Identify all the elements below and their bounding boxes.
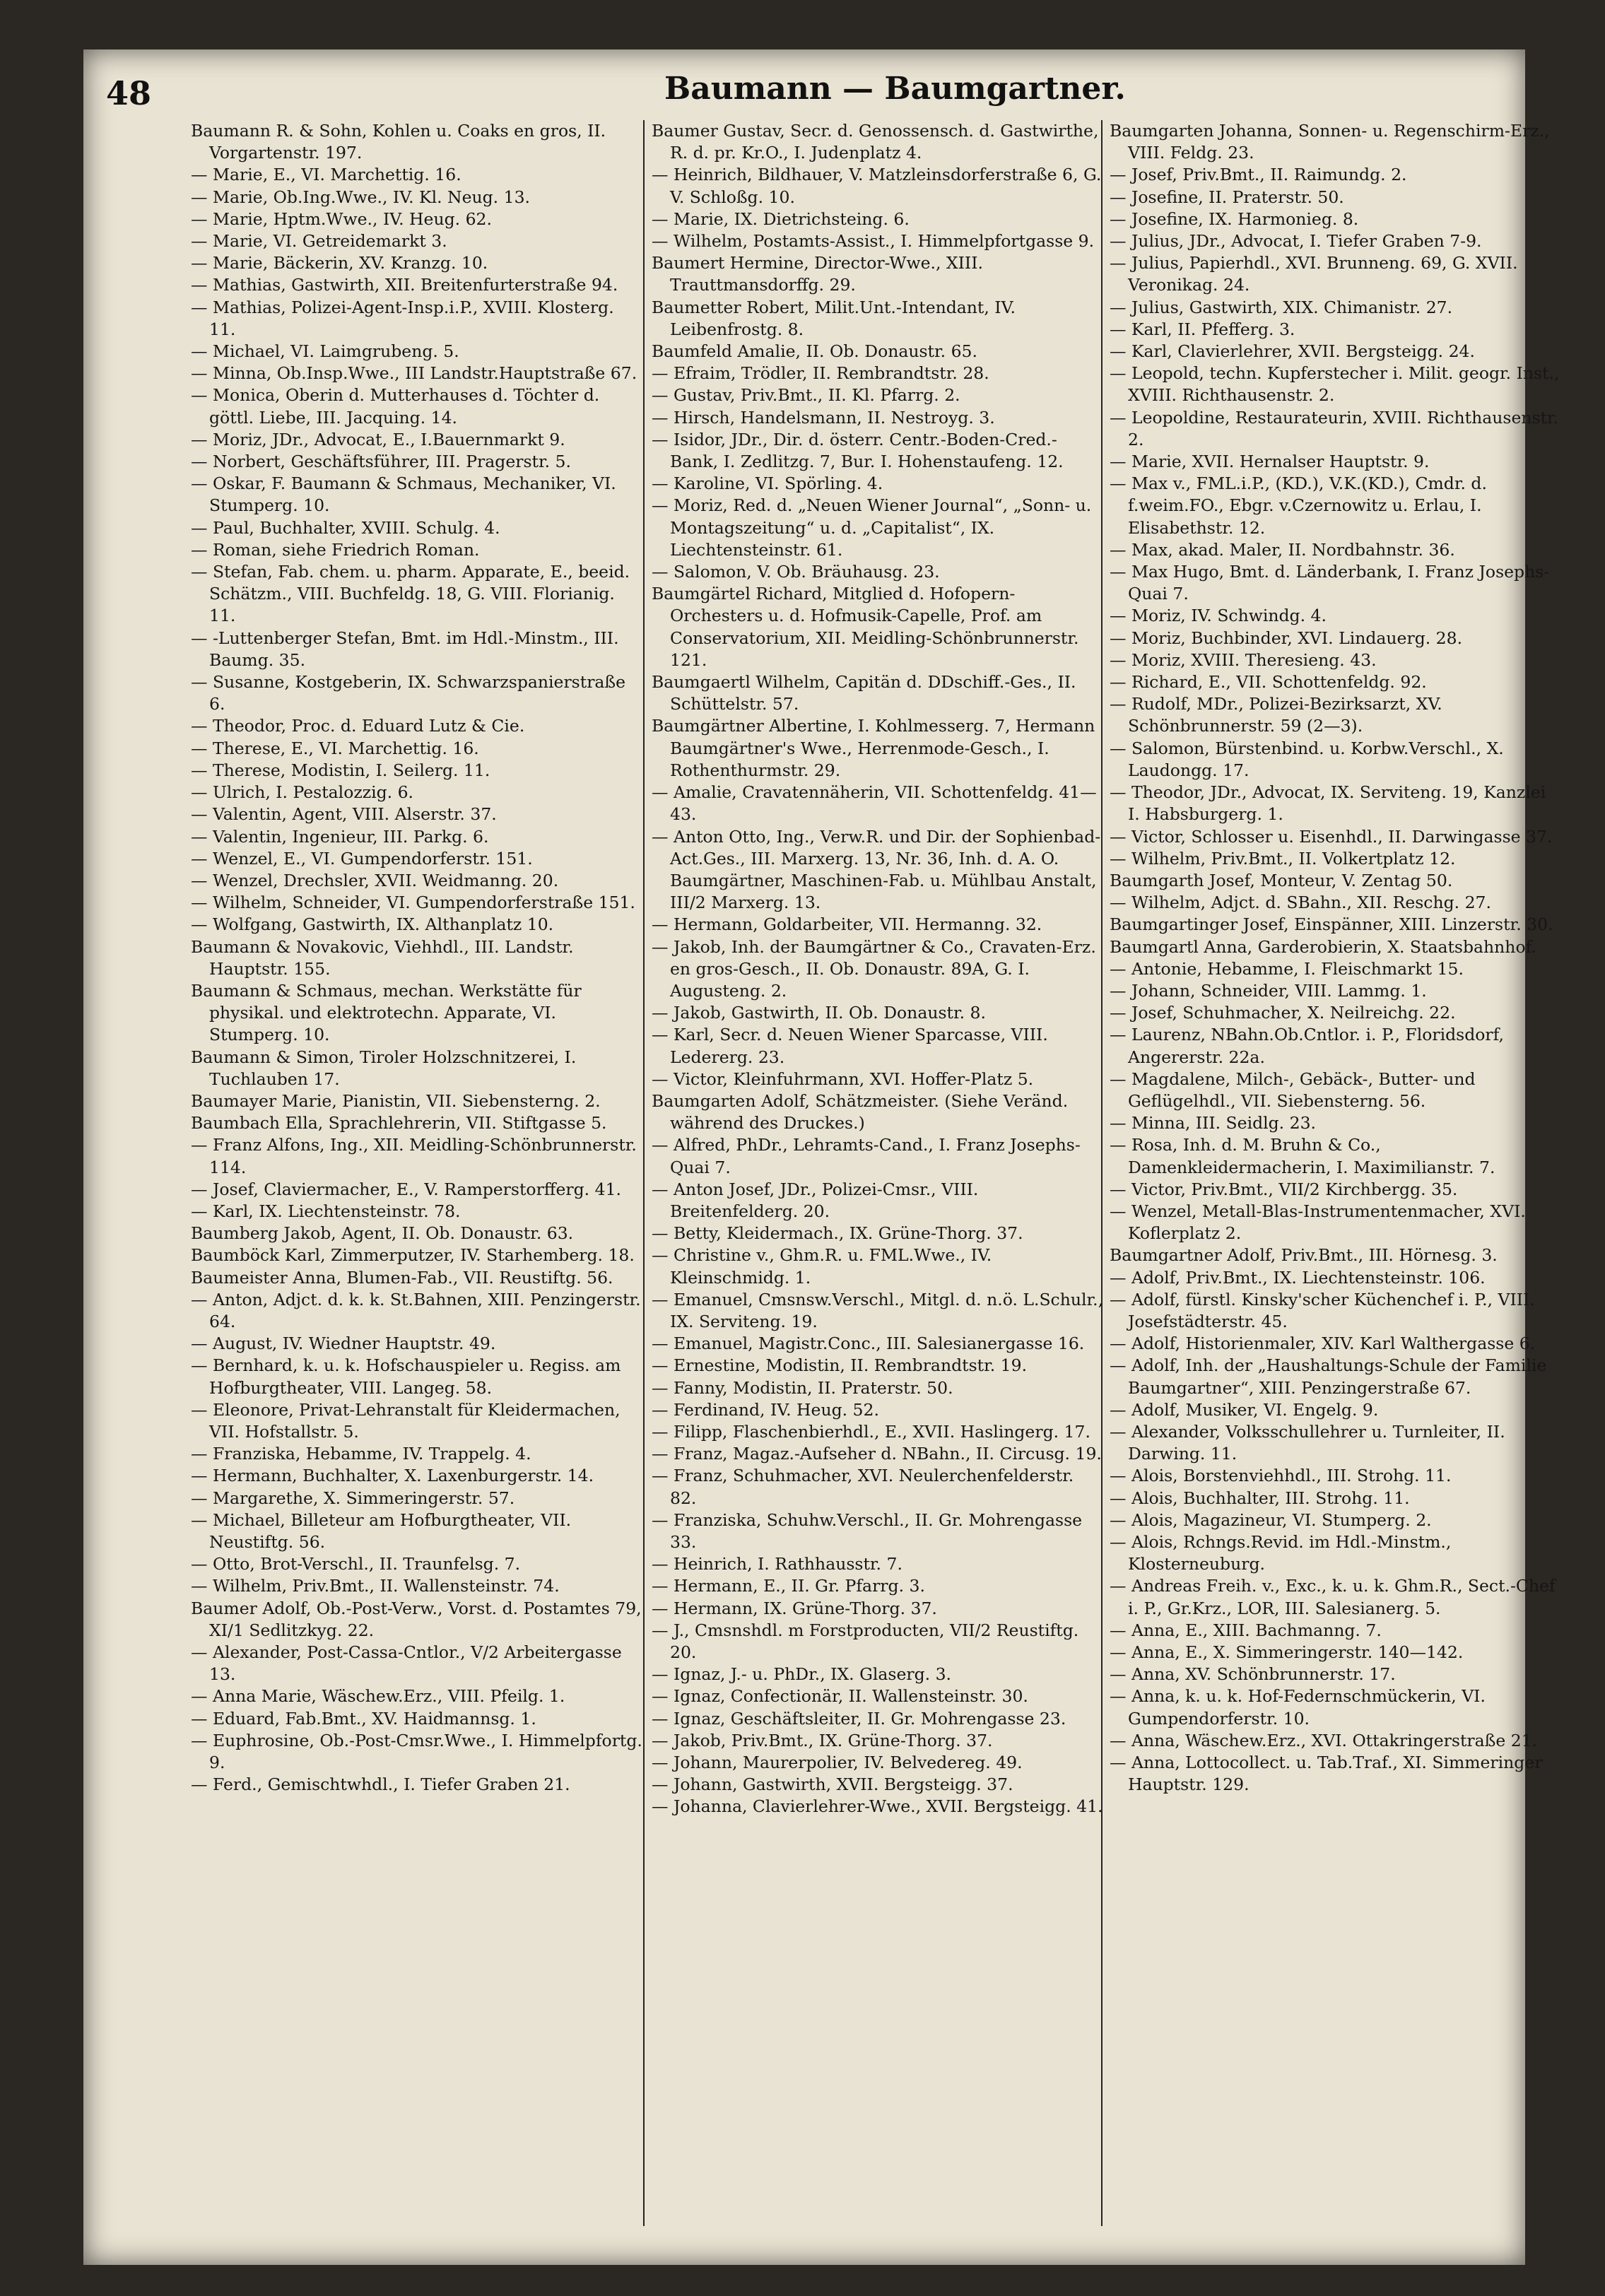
directory-entry: — Moriz, IV. Schwindg. 4. bbox=[1110, 606, 1327, 626]
directory-entry: — Alois, Magazineur, VI. Stumperg. 2. bbox=[1110, 1509, 1432, 1530]
directory-entry: — Alois, Rchngs.Revid. im Hdl.-Minstm., Klosterneuburg. bbox=[1110, 1532, 1452, 1574]
directory-entry: — Wenzel, Drechsler, XVII. Weidmanng. 20. bbox=[191, 870, 559, 890]
directory-entry: — Wolfgang, Gastwirth, IX. Althanplatz 10. bbox=[191, 914, 554, 935]
directory-entry: — Paul, Buchhalter, XVIII. Schulg. 4. bbox=[191, 517, 500, 538]
directory-entry: — Roman, siehe Friedrich Roman. bbox=[191, 539, 480, 560]
directory-entry: — Alfred, PhDr., Lehramts-Cand., I. Franz Josephs-Quai 7. bbox=[652, 1135, 1081, 1177]
directory-entry: — Minna, III. Seidlg. 23. bbox=[1110, 1113, 1316, 1134]
directory-entry: — Moriz, XVIII. Theresieng. 43. bbox=[1110, 649, 1377, 670]
directory-entry: — Gustav, Priv.Bmt., II. Kl. Pfarrg. 2. bbox=[652, 385, 960, 406]
directory-entry: Baumann & Novakovic, Viehhdl., III. Landstr. Hauptstr. 155. bbox=[191, 936, 574, 979]
directory-entry: — Alois, Buchhalter, III. Strohg. 11. bbox=[1110, 1488, 1410, 1508]
directory-entry: — Theodor, Proc. d. Eduard Lutz & Cie. bbox=[191, 716, 525, 736]
directory-entry: — Rosa, Inh. d. M. Bruhn & Co., Damenkleidermacherin, I. Maximilianstr. 7. bbox=[1110, 1135, 1495, 1177]
directory-entry: — Otto, Brot-Verschl., II. Traunfelsg. 7. bbox=[191, 1554, 521, 1574]
directory-entry: — Adolf, Musiker, VI. Engelg. 9. bbox=[1110, 1399, 1379, 1420]
directory-entry: — Rudolf, MDr., Polizei-Bezirksarzt, XV. Schönbrunnerstr. 59 (2—3). bbox=[1110, 694, 1442, 736]
directory-entry: — Julius, Gastwirth, XIX. Chimanistr. 27. bbox=[1110, 297, 1453, 317]
column-left bbox=[191, 120, 643, 2254]
directory-entry: — Victor, Kleinfuhrmann, XVI. Hoffer-Platz 5. bbox=[652, 1068, 1034, 1089]
directory-entry: Baumayer Marie, Pianistin, VII. Siebensterng. 2. bbox=[191, 1090, 601, 1111]
directory-entry: — Wilhelm, Priv.Bmt., II. Wallensteinstr. 74. bbox=[191, 1576, 560, 1596]
directory-entry: — Franz, Magaz.-Aufseher d. NBahn., II. Circusg. 19. bbox=[652, 1444, 1102, 1464]
directory-entry: — Johann, Schneider, VIII. Lammg. 1. bbox=[1110, 980, 1427, 1001]
directory-entry: — Christine v., Ghm.R. u. FML.Wwe., IV. Kleinschmidg. 1. bbox=[652, 1245, 992, 1288]
directory-entry: — Josefine, IX. Harmonieg. 8. bbox=[1110, 208, 1359, 229]
column-right bbox=[1110, 120, 1562, 2254]
directory-entry: — Adolf, Inh. der „Haushaltungs-Schule der Familie Baumgartner“, XIII. Penzingerstraße 67. bbox=[1110, 1355, 1547, 1398]
directory-entry: — Wilhelm, Adjct. d. SBahn., XII. Reschg. 27. bbox=[1110, 893, 1491, 913]
directory-entry: — Josef, Priv.Bmt., II. Raimundg. 2. bbox=[1110, 165, 1407, 185]
directory-entry: — Hermann, IX. Grüne-Thorg. 37. bbox=[652, 1598, 937, 1618]
directory-entry: Baumbach Ella, Sprachlehrerin, VII. Stiftgasse 5. bbox=[191, 1113, 607, 1134]
directory-entry: — Alexander, Post-Cassa-Cntlor., V/2 Arbeitergasse 13. bbox=[191, 1642, 622, 1685]
directory-entry: — Anton, Adjct. d. k. k. St.Bahnen, XIII. Penzingerstr. 64. bbox=[191, 1289, 641, 1331]
directory-entry: — Ignaz, J.- u. PhDr., IX. Glaserg. 3. bbox=[652, 1664, 952, 1685]
directory-entry: — -Luttenberger Stefan, Bmt. im Hdl.-Minstm., III. Baumg. 35. bbox=[191, 628, 619, 670]
directory-entry: — Josef, Schuhmacher, X. Neilreichg. 22. bbox=[1110, 1003, 1456, 1023]
directory-entry: — Karl, Secr. d. Neuen Wiener Sparcasse, VIII. Ledererg. 23. bbox=[652, 1025, 1048, 1067]
directory-entry: — Josef, Claviermacher, E., V. Ramperstorfferg. 41. bbox=[191, 1179, 621, 1199]
page-number: 48 bbox=[106, 74, 152, 112]
directory-entry: — J., Cmsnshdl. m Forstproducten, VII/2 Reustiftg. 20. bbox=[652, 1620, 1079, 1663]
directory-entry: — Anna, E., XIII. Bachmanng. 7. bbox=[1110, 1620, 1382, 1640]
directory-entry: — Julius, Papierhdl., XVI. Brunneng. 69, G. XVII. Veronikag. 24. bbox=[1110, 253, 1518, 295]
directory-entry: — Anton Josef, JDr., Polizei-Cmsr., VIII. Breitenfelderg. 20. bbox=[652, 1179, 979, 1221]
directory-entry: — Adolf, Historienmaler, XIV. Karl Walthergasse 6. bbox=[1110, 1334, 1536, 1354]
directory-entry: — Ignaz, Confectionär, II. Wallensteinstr. 30. bbox=[652, 1686, 1028, 1707]
directory-entry: — Isidor, JDr., Dir. d. österr. Centr.-Boden-Cred.-Bank, I. Zedlitzg. 7, Bur. I. Hohenstaufeng. 12. bbox=[652, 429, 1064, 472]
column-divider bbox=[643, 120, 645, 2226]
directory-entry: — Heinrich, Bildhauer, V. Matzleinsdorferstraße 6, G. V. Schloßg. 10. bbox=[652, 165, 1102, 207]
directory-entry: — Jakob, Inh. der Baumgärtner & Co., Cravaten-Erz. en gros-Gesch., II. Ob. Donaustr. 89A, G. I. Augusteng. 2. bbox=[652, 936, 1096, 1001]
directory-entry: — Ernestine, Modistin, II. Rembrandtstr. 19. bbox=[652, 1355, 1028, 1376]
directory-entry: — Amalie, Cravatennäherin, VII. Schottenfeldg. 41—43. bbox=[652, 782, 1097, 825]
directory-entry: Baumböck Karl, Zimmerputzer, IV. Starhemberg. 18. bbox=[191, 1245, 635, 1266]
directory-entry: — August, IV. Wiedner Hauptstr. 49. bbox=[191, 1334, 496, 1354]
directory-entry: — Victor, Priv.Bmt., VII/2 Kirchbergg. 35. bbox=[1110, 1179, 1458, 1199]
directory-entry: — Mathias, Gastwirth, XII. Breitenfurterstraße 94. bbox=[191, 275, 618, 295]
directory-entry: — Valentin, Agent, VIII. Alserstr. 37. bbox=[191, 804, 497, 825]
directory-entry: — Josefine, II. Praterstr. 50. bbox=[1110, 187, 1344, 207]
directory-entry: Baumfeld Amalie, II. Ob. Donaustr. 65. bbox=[652, 341, 977, 362]
directory-entry: — Marie, Bäckerin, XV. Kranzg. 10. bbox=[191, 253, 488, 273]
directory-entry: — Magdalene, Milch-, Gebäck-, Butter- und Geflügelhdl., VII. Siebensterng. 56. bbox=[1110, 1068, 1476, 1111]
directory-entry: — Eduard, Fab.Bmt., XV. Haidmannsg. 1. bbox=[191, 1708, 536, 1729]
directory-entry: — Efraim, Trödler, II. Rembrandtstr. 28. bbox=[652, 363, 989, 384]
directory-entry: — Leopoldine, Restaurateurin, XVIII. Richthausenstr. 2. bbox=[1110, 407, 1559, 449]
directory-entry: Baumert Hermine, Director-Wwe., XIII. Trauttmansdorffg. 29. bbox=[652, 253, 983, 295]
directory-entry: — Heinrich, I. Rathhausstr. 7. bbox=[652, 1554, 903, 1574]
directory-entry: — Filipp, Flaschenbierhdl., E., XVII. Haslingerg. 17. bbox=[652, 1421, 1090, 1442]
directory-entry: — Ferdinand, IV. Heug. 52. bbox=[652, 1399, 879, 1420]
directory-entry: — Hermann, Buchhalter, X. Laxenburgerstr. 14. bbox=[191, 1466, 594, 1486]
directory-entry: — Marie, Ob.Ing.Wwe., IV. Kl. Neug. 13. bbox=[191, 187, 530, 207]
directory-entry: — Ulrich, I. Pestalozzig. 6. bbox=[191, 782, 414, 803]
directory-entry: — Ferd., Gemischtwhdl., I. Tiefer Graben 21. bbox=[191, 1774, 570, 1795]
directory-entry: — Moriz, JDr., Advocat, E., I.Bauernmarkt 9. bbox=[191, 429, 565, 449]
directory-entry: — Euphrosine, Ob.-Post-Cmsr.Wwe., I. Himmelpfortg. 9. bbox=[191, 1730, 642, 1773]
directory-entry: — Fanny, Modistin, II. Praterstr. 50. bbox=[652, 1377, 953, 1398]
directory-entry: — Anna, XV. Schönbrunnerstr. 17. bbox=[1110, 1664, 1396, 1685]
directory-entry: — Franziska, Hebamme, IV. Trappelg. 4. bbox=[191, 1444, 531, 1464]
directory-entry: — Salomon, V. Ob. Bräuhausg. 23. bbox=[652, 562, 940, 582]
directory-entry: Baumeister Anna, Blumen-Fab., VII. Reustiftg. 56. bbox=[191, 1267, 613, 1288]
directory-entry: — Anna, E., X. Simmeringerstr. 140—142. bbox=[1110, 1642, 1464, 1663]
directory-entry: — Anna, Wäschew.Erz., XVI. Ottakringerstraße 21. bbox=[1110, 1730, 1538, 1750]
directory-entry: — Karl, Clavierlehrer, XVII. Bergsteigg. 24. bbox=[1110, 341, 1475, 362]
directory-entry: — Johanna, Clavierlehrer-Wwe., XVII. Bergsteigg. 41. bbox=[652, 1796, 1103, 1817]
directory-entry: Baumer Gustav, Secr. d. Genossensch. d. Gastwirthe, R. d. pr. Kr.O., I. Judenplatz 4. bbox=[652, 121, 1099, 163]
directory-entry: — Betty, Kleidermach., IX. Grüne-Thorg. 37. bbox=[652, 1223, 1023, 1244]
directory-entry: Baumgärtner Albertine, I. Kohlmesserg. 7, Hermann Baumgärtner's Wwe., Herrenmode-Gesch., I. Rothenthurmstr. 29. bbox=[652, 716, 1095, 780]
directory-entry: — Anna, k. u. k. Hof-Federnschmückerin, VI. Gumpendorferstr. 10. bbox=[1110, 1686, 1486, 1729]
directory-entry: — Moriz, Red. d. „Neuen Wiener Journal“, „Sonn- u. Montagszeitung“ u. d. „Capitalist“, IX. Liechtensteinstr. 61. bbox=[652, 495, 1092, 560]
directory-entry: — Ignaz, Geschäftsleiter, II. Gr. Mohrengasse 23. bbox=[652, 1708, 1066, 1729]
directory-entry: — Wenzel, Metall-Blas-Instrumentenmacher, XVI. Koflerplatz 2. bbox=[1110, 1201, 1526, 1244]
directory-entry: — Eleonore, Privat-Lehranstalt für Kleidermachen, VII. Hofstallstr. 5. bbox=[191, 1399, 621, 1442]
directory-entry: — Karl, IX. Liechtensteinstr. 78. bbox=[191, 1201, 461, 1221]
directory-entry: — Wenzel, E., VI. Gumpendorferstr. 151. bbox=[191, 848, 533, 869]
directory-entry: — Alexander, Volksschullehrer u. Turnleiter, II. Darwing. 11. bbox=[1110, 1421, 1505, 1464]
directory-entry: — Max, akad. Maler, II. Nordbahnstr. 36. bbox=[1110, 539, 1455, 560]
directory-entry: — Monica, Oberin d. Mutterhauses d. Töchter d. göttl. Liebe, III. Jacquing. 14. bbox=[191, 385, 600, 428]
directory-entry: — Karoline, VI. Spörling. 4. bbox=[652, 473, 883, 494]
directory-entry: — Hermann, E., II. Gr. Pfarrg. 3. bbox=[652, 1576, 925, 1596]
directory-entry: Baumann R. & Sohn, Kohlen u. Coaks en gros, II. Vorgartenstr. 197. bbox=[191, 121, 606, 163]
directory-entry: — Michael, Billeteur am Hofburgtheater, VII. Neustiftg. 56. bbox=[191, 1509, 572, 1552]
directory-entry: — Hermann, Goldarbeiter, VII. Hermanng. 32. bbox=[652, 914, 1042, 935]
directory-entry: — Johann, Gastwirth, XVII. Bergsteigg. 37. bbox=[652, 1774, 1013, 1795]
directory-entry: — Johann, Maurerpolier, IV. Belvedereg. 49. bbox=[652, 1753, 1023, 1773]
directory-entry: — Victor, Schlosser u. Eisenhdl., II. Darwingasse 37. bbox=[1110, 826, 1553, 847]
directory-entry: — Anton Otto, Ing., Verw.R. und Dir. der Sophienbad-Act.Ges., III. Marxerg. 13, Nr. 36, Inh. d. A. O. Baumgärtner, Maschinen-Fab. u. Mühlbau Anstalt, III/2 Marxerg. 13. bbox=[652, 826, 1101, 913]
directory-entry: Baumann & Simon, Tiroler Holzschnitzerei, I. Tuchlauben 17. bbox=[191, 1047, 577, 1089]
directory-entry: — Anna, Lottocollect. u. Tab.Traf., XI. Simmeringer Hauptstr. 129. bbox=[1110, 1753, 1543, 1795]
directory-entry: — Hirsch, Handelsmann, II. Nestroyg. 3. bbox=[652, 407, 995, 428]
directory-entry: — Antonie, Hebamme, I. Fleischmarkt 15. bbox=[1110, 958, 1464, 979]
directory-entry: Baumetter Robert, Milit.Unt.-Intendant, IV. Leibenfrostg. 8. bbox=[652, 297, 1016, 339]
directory-entry: — Valentin, Ingenieur, III. Parkg. 6. bbox=[191, 826, 489, 847]
directory-entry: — Stefan, Fab. chem. u. pharm. Apparate, E., beeid. Schätzm., VIII. Buchfeldg. 18, G. VIII. Florianig. 11. bbox=[191, 562, 630, 626]
directory-entry: — Theodor, JDr., Advocat, IX. Serviteng. 19, Kanzlei I. Habsburgerg. 1. bbox=[1110, 782, 1546, 825]
directory-entry: — Emanuel, Magistr.Conc., III. Salesianergasse 16. bbox=[652, 1334, 1085, 1354]
directory-entry: — Jakob, Priv.Bmt., IX. Grüne-Thorg. 37. bbox=[652, 1730, 993, 1750]
column-middle bbox=[652, 120, 1104, 2254]
directory-entry: — Margarethe, X. Simmeringerstr. 57. bbox=[191, 1488, 515, 1508]
directory-entry: Baumberg Jakob, Agent, II. Ob. Donaustr. 63. bbox=[191, 1223, 574, 1244]
page-heading: Baumann — Baumgartner. bbox=[664, 71, 1126, 107]
directory-entry: — Oskar, F. Baumann & Schmaus, Mechaniker, VI. Stumperg. 10. bbox=[191, 473, 616, 516]
directory-entry: — Franz Alfons, Ing., XII. Meidling-Schönbrunnerstr. 114. bbox=[191, 1135, 637, 1177]
directory-entry: — Anna Marie, Wäschew.Erz., VIII. Pfeilg. 1. bbox=[191, 1686, 565, 1707]
directory-entry: — Marie, Hptm.Wwe., IV. Heug. 62. bbox=[191, 208, 492, 229]
directory-entry: — Minna, Ob.Insp.Wwe., III Landstr.Hauptstraße 67. bbox=[191, 363, 637, 384]
directory-entry: — Adolf, fürstl. Kinsky'scher Küchenchef i. P., VIII. Josefstädterstr. 45. bbox=[1110, 1289, 1535, 1331]
directory-entry: — Alois, Borstenviehhdl., III. Strohg. 11. bbox=[1110, 1466, 1452, 1486]
directory-entry: — Andreas Freih. v., Exc., k. u. k. Ghm.R., Sect.-Chef i. P., Gr.Krz., LOR, III. Salesianerg. 5. bbox=[1110, 1576, 1556, 1618]
directory-entry: — Wilhelm, Postamts-Assist., I. Himmelpfortgasse 9. bbox=[652, 231, 1095, 252]
directory-entry: Baumann & Schmaus, mechan. Werkstätte für physikal. und elektrotechn. Apparate, VI. Stumperg. 10. bbox=[191, 980, 582, 1045]
directory-entry: — Michael, VI. Laimgrubeng. 5. bbox=[191, 341, 459, 362]
directory-entry: — Norbert, Geschäftsführer, III. Pragerstr. 5. bbox=[191, 452, 571, 472]
directory-entry: Baumgartner Adolf, Priv.Bmt., III. Hörnesg. 3. bbox=[1110, 1245, 1498, 1266]
directory-entry: — Laurenz, NBahn.Ob.Cntlor. i. P., Floridsdorf, Angererstr. 22a. bbox=[1110, 1025, 1504, 1067]
directory-entry: — Karl, II. Pfefferg. 3. bbox=[1110, 319, 1295, 339]
directory-entry: — Leopold, techn. Kupferstecher i. Milit. geogr. Inst., XVIII. Richthausenstr. 2. bbox=[1110, 363, 1560, 406]
directory-entry: — Mathias, Polizei-Agent-Insp.i.P., XVIII. Klosterg. 11. bbox=[191, 297, 614, 339]
directory-entry: — Emanuel, Cmsnsw.Verschl., Mitgl. d. n.ö. L.Schulr., IX. Serviteng. 19. bbox=[652, 1289, 1104, 1331]
directory-entry: — Marie, XVII. Hernalser Hauptstr. 9. bbox=[1110, 452, 1430, 472]
directory-entry: — Bernhard, k. u. k. Hofschauspieler u. Regiss. am Hofburgtheater, VIII. Langeg. 58. bbox=[191, 1355, 621, 1398]
directory-entry: — Max Hugo, Bmt. d. Länderbank, I. Franz Josephs-Quai 7. bbox=[1110, 562, 1550, 604]
directory-entry: — Max v., FML.i.P., (KD.), V.K.(KD.), Cmdr. d. f.weim.FO., Ebgr. v.Czernowitz u. Erlau, I. Elisabethstr. 12. bbox=[1110, 473, 1487, 538]
directory-entry: — Marie, IX. Dietrichsteing. 6. bbox=[652, 208, 910, 229]
directory-entry: — Susanne, Kostgeberin, IX. Schwarzspanierstraße 6. bbox=[191, 672, 626, 714]
directory-entry: — Wilhelm, Schneider, VI. Gumpendorferstraße 151. bbox=[191, 893, 635, 913]
directory-entry: — Richard, E., VII. Schottenfeldg. 92. bbox=[1110, 672, 1427, 693]
directory-entry: Baumgartinger Josef, Einspänner, XIII. Linzerstr. 30. bbox=[1110, 914, 1553, 935]
directory-entry: Baumgärtel Richard, Mitglied d. Hofopern-Orchesters u. d. Hofmusik-Capelle, Prof. am Conservatorium, XII. Meidling-Schönbrunnerstr. 121. bbox=[652, 584, 1079, 670]
directory-entry: — Wilhelm, Priv.Bmt., II. Volkertplatz 12. bbox=[1110, 848, 1456, 869]
directory-entry: Baumgarten Adolf, Schätzmeister. (Siehe Veränd. während des Druckes.) bbox=[652, 1090, 1069, 1134]
directory-entry: Baumgarth Josef, Monteur, V. Zentag 50. bbox=[1110, 870, 1453, 890]
directory-entry: — Therese, E., VI. Marchettig. 16. bbox=[191, 738, 479, 758]
directory-entry: Baumgaertl Wilhelm, Capitän d. DDschiff.-Ges., II. Schüttelstr. 57. bbox=[652, 672, 1076, 714]
directory-entry: Baumer Adolf, Ob.-Post-Verw., Vorst. d. Postamtes 79, XI/1 Sedlitzkyg. 22. bbox=[191, 1598, 642, 1640]
directory-entry: — Franziska, Schuhw.Verschl., II. Gr. Mohrengasse 33. bbox=[652, 1509, 1083, 1552]
directory-entry: — Marie, VI. Getreidemarkt 3. bbox=[191, 231, 447, 252]
directory-entry: — Salomon, Bürstenbind. u. Korbw.Verschl., X. Laudongg. 17. bbox=[1110, 738, 1504, 780]
directory-entry: — Therese, Modistin, I. Seilerg. 11. bbox=[191, 760, 490, 780]
directory-entry: — Franz, Schuhmacher, XVI. Neulerchenfelderstr. 82. bbox=[652, 1466, 1074, 1508]
directory-entry: — Marie, E., VI. Marchettig. 16. bbox=[191, 165, 461, 185]
directory-entry: Baumgartl Anna, Garderobierin, X. Staatsbahnhof. bbox=[1110, 936, 1536, 957]
directory-entry: — Jakob, Gastwirth, II. Ob. Donaustr. 8. bbox=[652, 1003, 986, 1023]
directory-entry: — Adolf, Priv.Bmt., IX. Liechtensteinstr. 106. bbox=[1110, 1267, 1486, 1288]
directory-entry: — Julius, JDr., Advocat, I. Tiefer Graben 7-9. bbox=[1110, 231, 1482, 252]
directory-entry: — Moriz, Buchbinder, XVI. Lindauerg. 28. bbox=[1110, 628, 1463, 648]
directory-entry: Baumgarten Johanna, Sonnen- u. Regenschirm-Erz., VIII. Feldg. 23. bbox=[1110, 121, 1550, 163]
